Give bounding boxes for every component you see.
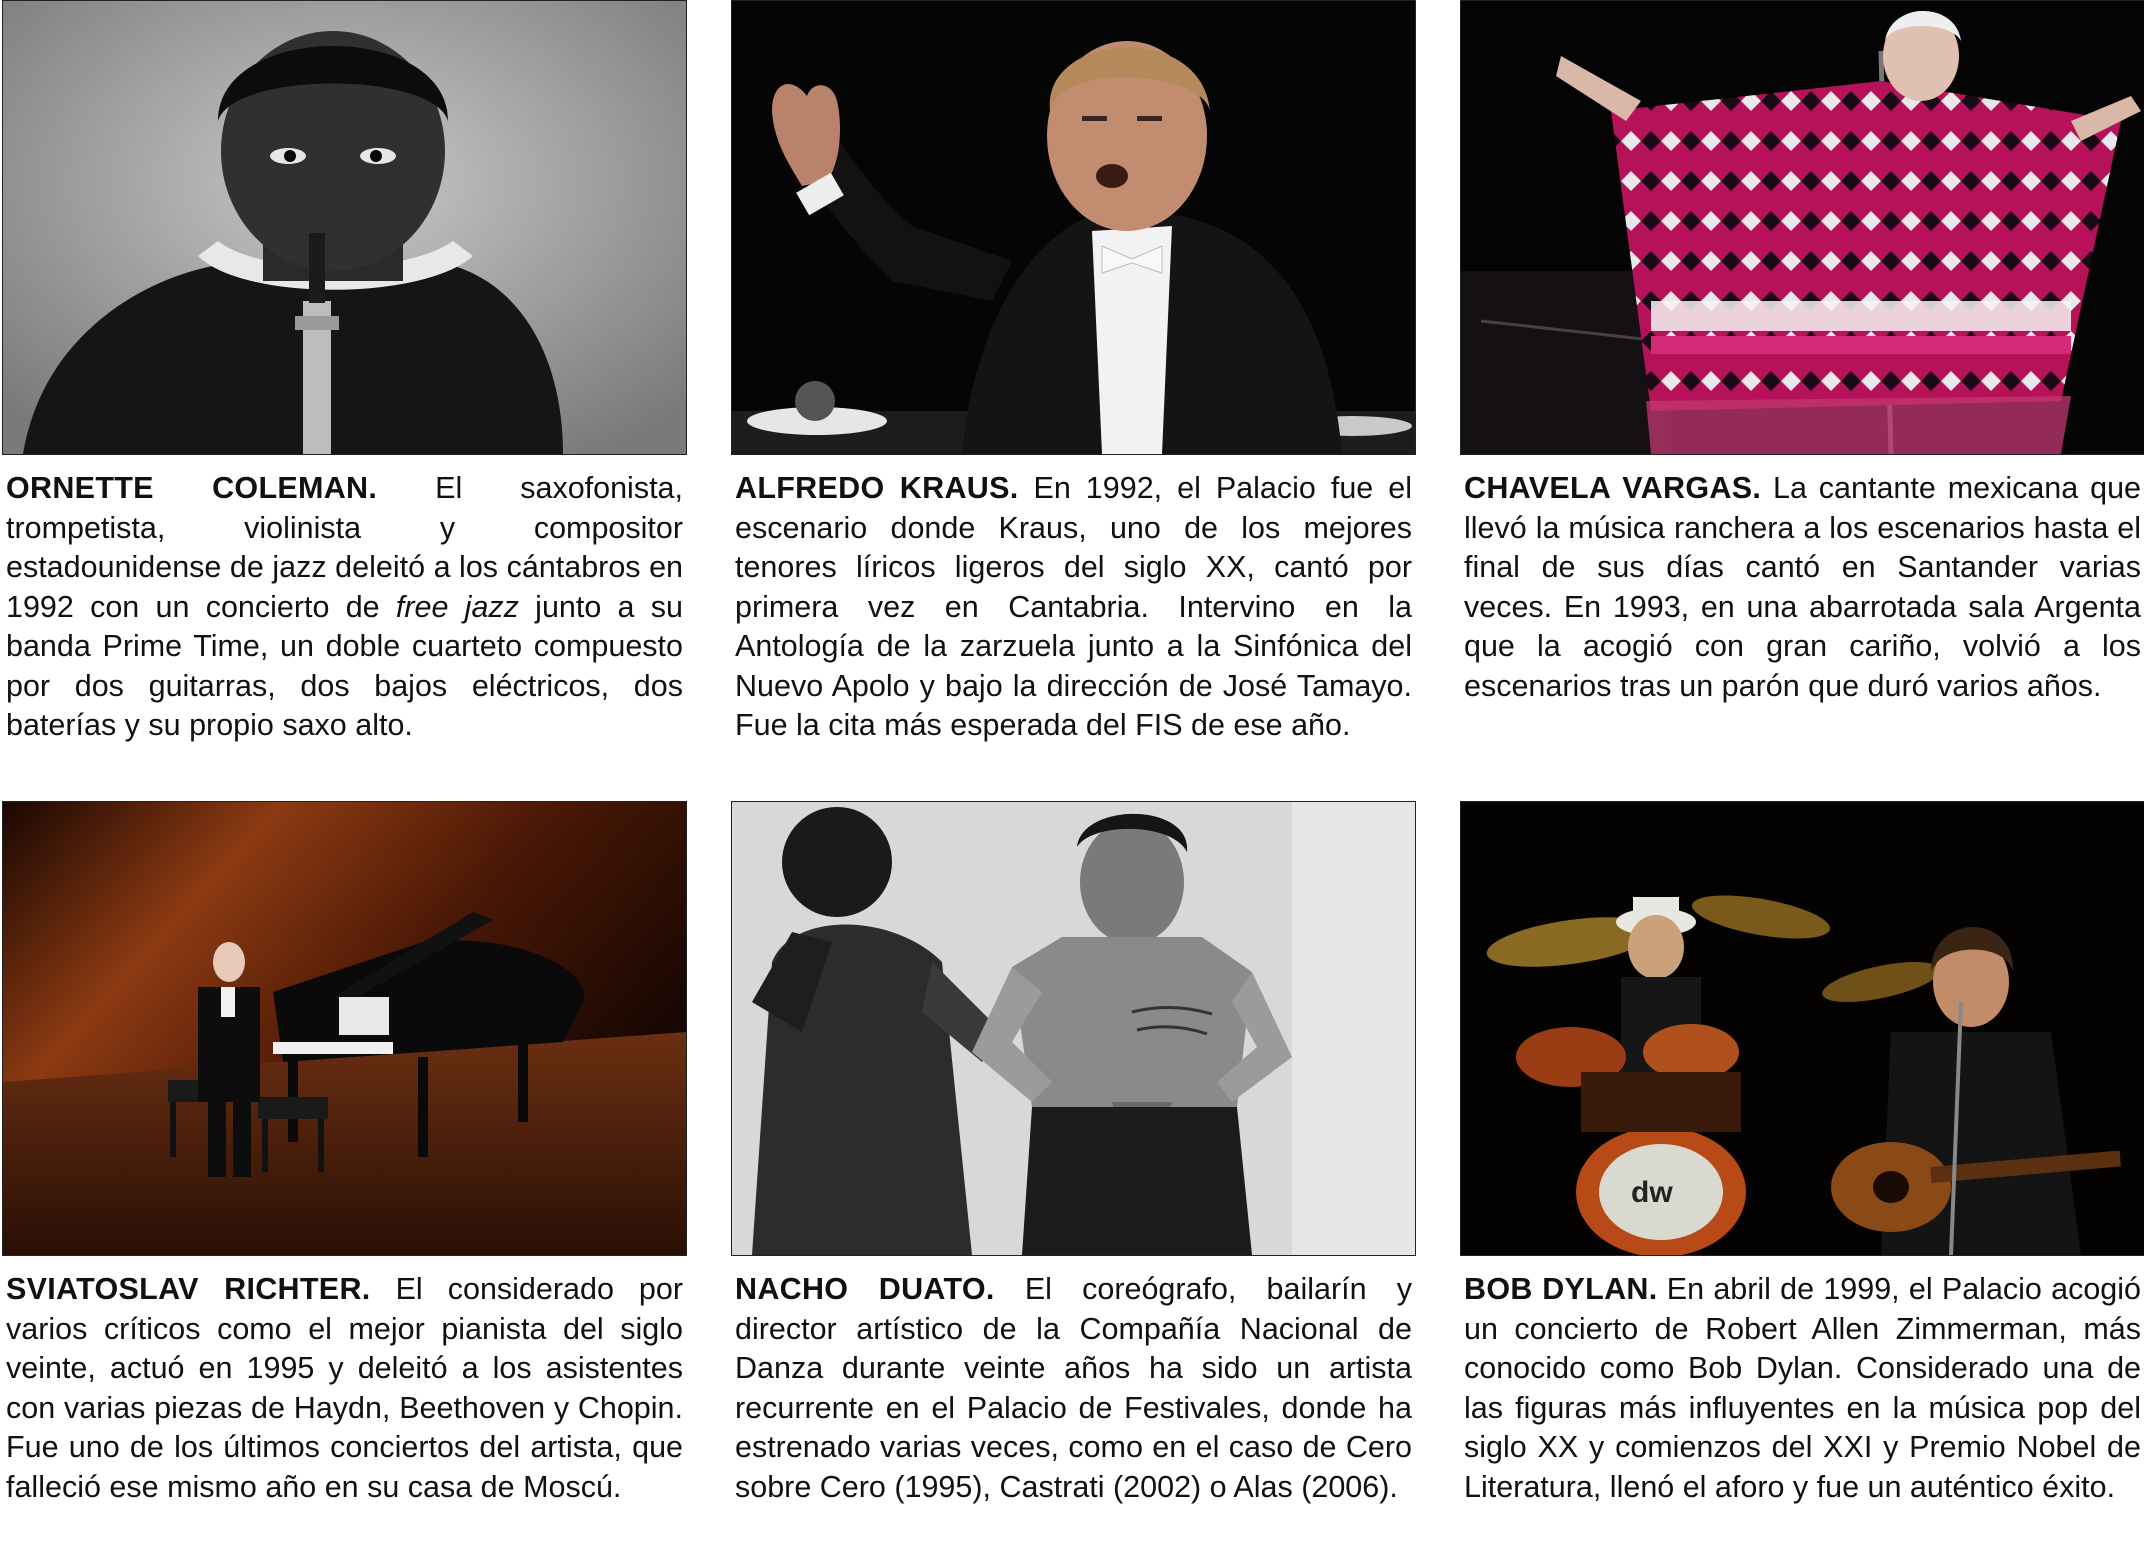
caption-ornette-coleman [2, 469, 687, 746]
caption-alfredo-kraus [731, 469, 1416, 746]
photo-chavela-vargas [1460, 0, 2144, 455]
caption-text: El saxofonista, trompetista, violinista y compositor estadounidense de jazz deleitó a los cántabros en 1992 con un concierto de [6, 471, 683, 624]
artist-name: NACHO DUATO. [735, 1272, 995, 1306]
photo-nacho-duato [731, 801, 1416, 1256]
card-sviatoslav-richter [2, 801, 687, 1507]
caption-text: El coreógrafo, bailarín y director artístico de la Compañía Nacional de Danza durante veinte años ha sido un artista recurrente en el Palacio de Festivales, donde ha estrenado varias veces, como en el caso de Cero sobre Cero (1995), Castrati (2002) o Alas (2006). [735, 1272, 1412, 1504]
artist-name: ALFREDO KRAUS. [735, 471, 1019, 505]
caption-bob-dylan [1460, 1270, 2144, 1507]
caption-text-continued: junto a su banda Prime Time, un doble cuarteto compuesto por dos guitarras, dos bajos eléctricos, dos baterías y su propio saxo alto. [6, 589, 683, 742]
photo-ornette-coleman [2, 0, 687, 455]
artist-name: ORNETTE COLEMAN. [6, 471, 378, 505]
card-ornette-coleman [2, 0, 687, 746]
photo-alfredo-kraus [731, 0, 1416, 455]
card-alfredo-kraus [731, 0, 1416, 746]
caption-emphasis: free jazz [395, 589, 519, 624]
caption-nacho-duato [731, 1270, 1416, 1507]
artist-name: BOB DYLAN. [1464, 1272, 1658, 1306]
photo-bob-dylan [1460, 801, 2144, 1256]
card-chavela-vargas [1460, 0, 2144, 706]
drum-logo: dw [1631, 1176, 1673, 1209]
card-bob-dylan [1460, 801, 2144, 1507]
artist-name: SVIATOSLAV RICHTER. [6, 1272, 371, 1306]
artist-name: CHAVELA VARGAS. [1464, 471, 1762, 505]
caption-chavela-vargas [1460, 469, 2144, 706]
caption-sviatoslav-richter [2, 1270, 687, 1507]
photo-sviatoslav-richter [2, 801, 687, 1256]
caption-text: La cantante mexicana que llevó la música ranchera a los escenarios hasta el final de sus días cantó en Santander varias veces. En 1993, en una abarrotada sala Argenta que la acogió con gran cariño, volvió a los escenarios tras un parón que duró varios años. [1464, 471, 2141, 703]
card-nacho-duato [731, 801, 1416, 1507]
caption-text: En abril de 1999, el Palacio acogió un concierto de Robert Allen Zimmerman, más conocido como Bob Dylan. Considerado una de las figuras más influyentes en la música pop del siglo XX y comienzos del XXI y Premio Nobel de Literatura, llenó el aforo y fue un auténtico éxito. [1464, 1272, 2141, 1504]
caption-text: En 1992, el Palacio fue el escenario donde Kraus, uno de los mejores tenores líricos ligeros del siglo XX, cantó por primera vez en Cantabria. Intervino en la Antología de la zarzuela junto a la Sinfónica del Nuevo Apolo y bajo la dirección de José Tamayo. Fue la cita más esperada del FIS de ese año. [735, 471, 1412, 742]
caption-text: El considerado por varios críticos como el mejor pianista del siglo veinte, actuó en 1995 y deleitó a los asistentes con varias piezas de Haydn, Beethoven y Chopin. Fue uno de los últimos conciertos del artista, que falleció ese mismo año en su casa de Moscú. [6, 1272, 684, 1504]
